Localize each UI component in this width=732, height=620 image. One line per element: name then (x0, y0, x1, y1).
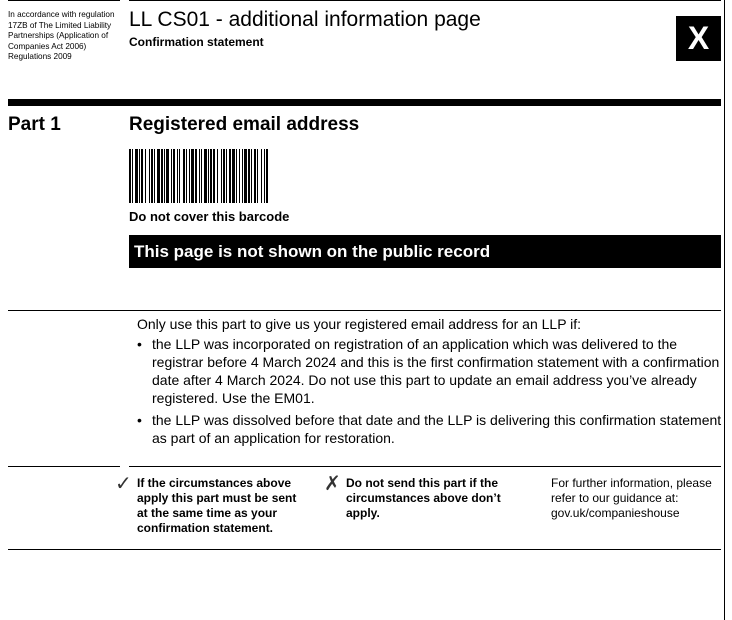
checkmark-icon: ✓ (115, 473, 132, 495)
barcode-image (129, 149, 409, 203)
divider (8, 466, 120, 467)
conditions-list (137, 335, 722, 451)
form-mark-box: X (676, 16, 721, 61)
right-border (724, 0, 725, 620)
top-main-rule (129, 0, 721, 1)
form-subtitle: Confirmation statement (129, 35, 264, 49)
divider (129, 466, 721, 467)
section-rule (8, 99, 721, 106)
list-item: • the LLP was dissolved before that date and the LLP is delivering this confirmation statement as part of an application for restoration. (137, 412, 722, 446)
banner-text: This page is not shown on the public record (134, 242, 491, 261)
regulation-note: In accordance with regulation 17ZB of The Limited Liability Partnerships (Application of Companies Act 2006) Regulations 2009 (8, 10, 115, 61)
part-label: Part 1 (8, 114, 61, 135)
form-title: LL CS01 - additional information page (129, 8, 481, 31)
intro-text: Only use this part to give us your registered email address for an LLP if: (137, 316, 582, 332)
tick-guidance: If the circumstances above apply this part must be sent at the same time as your confirmation statement. (137, 476, 297, 535)
divider (8, 310, 721, 311)
top-left-rule (8, 0, 120, 1)
barcode-note: Do not cover this barcode (129, 209, 290, 224)
part-title: Registered email address (129, 114, 360, 135)
further-info: For further information, please refer to our guidance at: gov.uk/companieshouse (551, 476, 712, 520)
list-item: • the LLP was incorporated on registration of an application which was delivered to the registrar before 4 March 2024 and this is the first confirmation statement with a confirmation date after 4 March 2024. Do not use this part to update an email address you’ve already registered. Use the EM01. (137, 336, 720, 406)
cross-icon: ✗ (324, 473, 341, 495)
public-record-banner (129, 235, 721, 268)
cross-guidance: Do not send this part if the circumstances above don’t apply. (346, 476, 501, 520)
divider (8, 549, 721, 550)
